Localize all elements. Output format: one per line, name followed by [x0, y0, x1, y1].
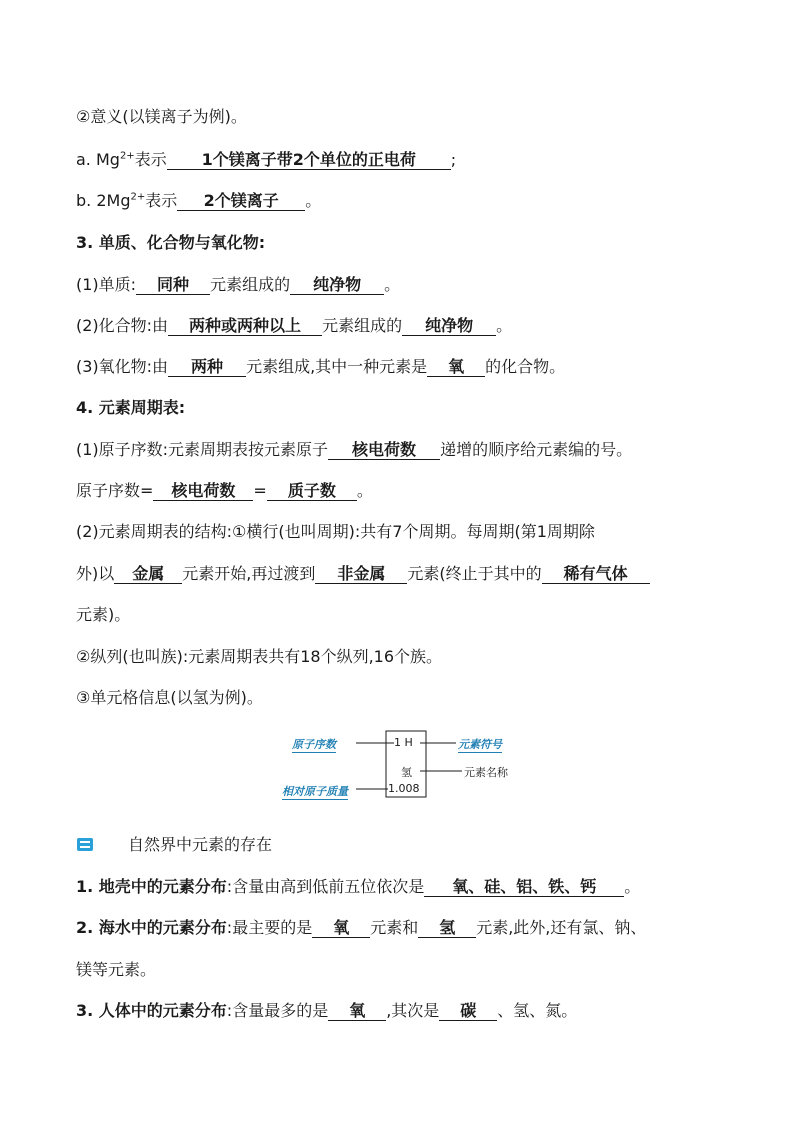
- text: =: [253, 481, 267, 500]
- cell-name: 氢: [401, 766, 412, 779]
- text: 表示: [145, 191, 178, 210]
- text: (1)单质:: [76, 275, 137, 294]
- label-element-name: 元素名称: [464, 766, 508, 779]
- answer-blank: 纯净物: [290, 276, 384, 295]
- meaning-b: [76, 191, 321, 211]
- element-cell-diagram: [270, 725, 530, 805]
- seawater-distribution-cont: 镁等元素。: [76, 960, 157, 979]
- text: 2. 海水中的元素分布: [76, 918, 227, 937]
- answer-blank: 核电荷数: [153, 482, 253, 501]
- table-structure-line1: (2)元素周期表的结构:①横行(也叫周期):共有7个周期。每周期(第1周期除: [76, 522, 595, 541]
- human-body-distribution: [76, 1001, 577, 1021]
- answer-blank: 稀有气体: [542, 565, 650, 584]
- text: 、氢、氮。: [497, 1001, 578, 1020]
- text: 表示: [134, 150, 167, 169]
- answer-blank: 氧: [427, 358, 485, 377]
- text: 元素和: [370, 918, 419, 937]
- superscript: 2+: [130, 191, 146, 203]
- text: 的化合物。: [485, 357, 566, 376]
- cell-info-heading: ③单元格信息(以氢为例)。: [76, 688, 263, 707]
- text: 元素,此外,还有氯、钠、: [476, 918, 647, 937]
- superscript: 2+: [119, 150, 135, 162]
- label-atomic-mass: 相对原子质量: [282, 785, 348, 798]
- text: 原子序数=: [76, 481, 154, 500]
- text: 元素组成,其中一种元素是: [246, 357, 428, 376]
- text: ,其次是: [386, 1001, 440, 1020]
- answer-blank: 非金属: [315, 565, 407, 584]
- answer-blank: 2个镁离子: [177, 192, 305, 211]
- text: :最主要的是: [226, 918, 313, 937]
- section-title: 自然界中元素的存在: [128, 835, 273, 854]
- answer-blank: 核电荷数: [328, 441, 440, 460]
- cell-mass: 1.008: [388, 782, 420, 795]
- text: 元素组成的: [322, 316, 403, 335]
- answer-blank: 两种: [168, 358, 246, 377]
- text: 。: [356, 481, 373, 500]
- text: 。: [305, 191, 322, 210]
- text: (3)氧化物:由: [76, 357, 169, 376]
- answer-blank: 同种: [136, 276, 210, 295]
- def-element-substance: [76, 275, 400, 295]
- heading-substances: 3. 单质、化合物与氧化物:: [76, 233, 266, 252]
- heading-periodic-table: 4. 元素周期表:: [76, 398, 186, 417]
- text: 3. 人体中的元素分布: [76, 1001, 227, 1020]
- table-structure-line2: [76, 564, 650, 584]
- table-structure-line3: 元素)。: [76, 605, 131, 624]
- text: b. 2Mg: [76, 191, 131, 210]
- text: 元素(终止于其中的: [407, 564, 542, 583]
- answer-blank: 金属: [114, 565, 182, 584]
- text: :含量由高到低前五位依次是: [226, 877, 425, 896]
- answer-blank: 氧: [328, 1002, 386, 1021]
- text: ;: [450, 150, 457, 169]
- answer-blank: 氢: [418, 919, 476, 938]
- answer-blank: 质子数: [267, 482, 357, 501]
- def-oxide: [76, 357, 565, 377]
- columns-groups: ②纵列(也叫族):元素周期表共有18个纵列,16个族。: [76, 647, 443, 666]
- text: 元素开始,再过渡到: [182, 564, 316, 583]
- answer-blank: 氧: [312, 919, 370, 938]
- seawater-distribution: [76, 918, 646, 938]
- answer-blank: 两种或两种以上: [168, 317, 322, 336]
- answer-blank: 碳: [439, 1002, 497, 1021]
- text: (1)原子序数:元素周期表按元素原子: [76, 440, 329, 459]
- atomic-number-def: [76, 440, 632, 460]
- meaning-heading: ②意义(以镁离子为例)。: [76, 107, 247, 126]
- crust-distribution: [76, 877, 640, 897]
- text: 。: [384, 275, 401, 294]
- def-compound: [76, 316, 512, 336]
- text: 。: [496, 316, 513, 335]
- text: a. Mg: [76, 150, 120, 169]
- list-icon: [77, 838, 93, 851]
- label-element-symbol: 元素符号: [458, 738, 502, 751]
- text: :含量最多的是: [226, 1001, 329, 1020]
- text: 1. 地壳中的元素分布: [76, 877, 227, 896]
- answer-blank: 1个镁离子带2个单位的正电荷: [167, 151, 451, 170]
- atomic-number-equation: [76, 481, 373, 501]
- answer-blank: 氧、硅、铝、铁、钙: [424, 878, 624, 897]
- text: 外)以: [76, 564, 115, 583]
- text: 。: [624, 877, 641, 896]
- answer-blank: 纯净物: [402, 317, 496, 336]
- text: 递增的顺序给元素编的号。: [440, 440, 633, 459]
- label-atomic-number: 原子序数: [292, 738, 336, 751]
- text: 元素组成的: [210, 275, 291, 294]
- text: (2)化合物:由: [76, 316, 169, 335]
- cell-number-symbol: 1 H: [394, 736, 413, 749]
- meaning-a: [76, 150, 456, 170]
